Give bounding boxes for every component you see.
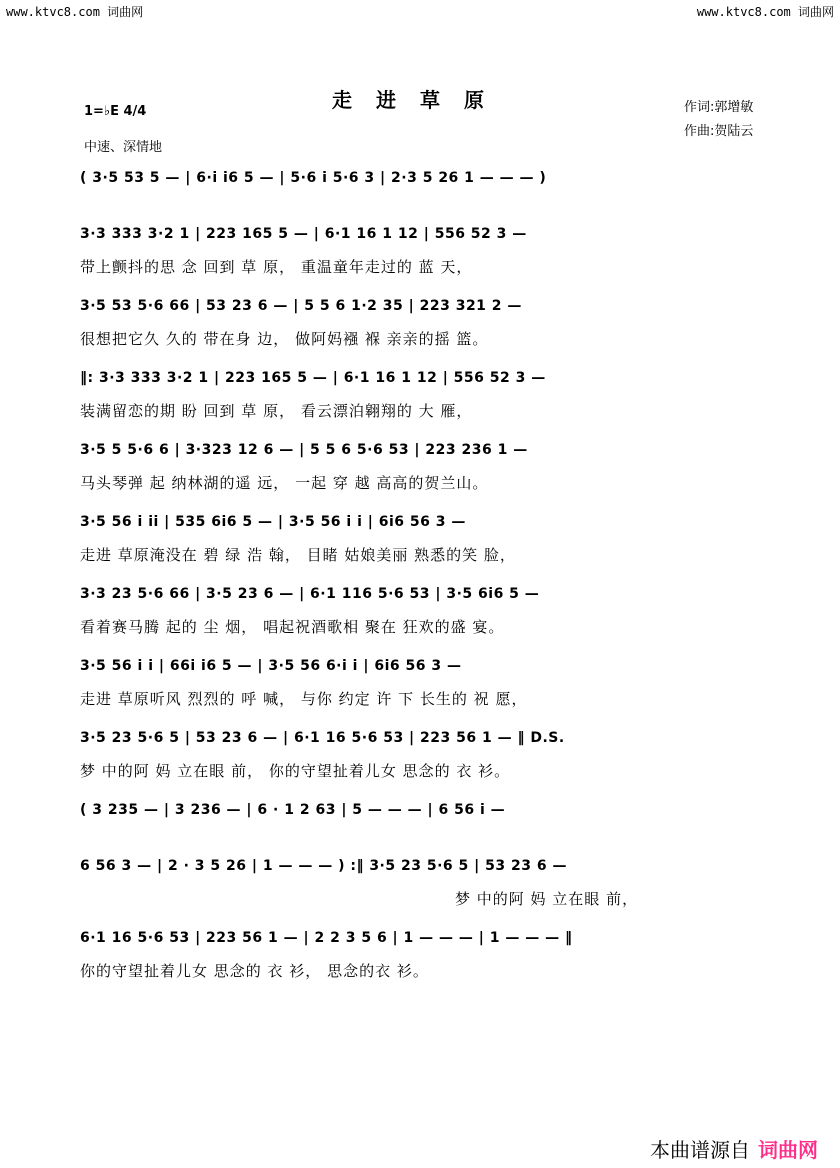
composer-credit: 作曲:贺陆云 xyxy=(684,124,754,139)
lyric-line-1: 带上颤抖的思 念 回到 草 原， 重温童年走过的 蓝 天， xyxy=(80,258,473,276)
notation-line-12: 6·1 16 5·6 53 | 223 56 1 — | 2 2 3 5 6 | 1 — — — | 1 — — — ‖ xyxy=(80,930,573,946)
key-signature: 1=♭E 4/4 xyxy=(84,104,147,119)
lyric-line-4: 马头琴弹 起 纳林湖的遥 远， 一起 穿 越 高高的贺兰山。 xyxy=(80,474,489,492)
notation-line-4: ‖: 3·3 333 3·2 1 | 223 165 5 — | 6·1 16 1 12 | 556 52 3 — xyxy=(80,370,546,386)
watermark-right: www.ktvc8.com 词曲网 xyxy=(696,5,834,19)
lyric-line-8: 梦 中的阿 妈 立在眼 前， 你的守望扯着儿女 思念的 衣 衫。 xyxy=(80,762,511,780)
lyric-line-7: 走进 草原听风 烈烈的 呼 喊， 与你 约定 许 下 长生的 祝 愿， xyxy=(80,690,528,708)
lyric-line-9: 梦 中的阿 妈 立在眼 前， xyxy=(455,890,639,908)
notation-line-1: ( 3·5 53 5 — | 6·i i6 5 — | 5·6 i 5·6 3 | 2·3 5 26 1 — — — ) xyxy=(80,170,547,186)
brand-site: 词曲网 xyxy=(758,1138,818,1162)
notation-line-11: 6 56 3 — | 2 · 3 5 26 | 1 — — — ) :‖ 3·5 23 5·6 5 | 53 23 6 — xyxy=(80,858,567,874)
lyric-line-2: 很想把它久 久的 带在身 边， 做阿妈襁 褓 亲亲的摇 篮。 xyxy=(80,330,489,348)
notation-line-2: 3·3 333 3·2 1 | 223 165 5 — | 6·1 16 1 12 | 556 52 3 — xyxy=(80,226,527,242)
notation-line-10: ( 3 235 — | 3 236 — | 6 · 1 2 63 | 5 — — — | 6 56 i — xyxy=(80,802,506,818)
notation-line-7: 3·3 23 5·6 66 | 3·5 23 6 — | 6·1 116 5·6 53 | 3·5 6i6 5 — xyxy=(80,586,540,602)
lyric-line-10: 你的守望扯着儿女 思念的 衣 衫， 思念的衣 衫。 xyxy=(80,962,429,980)
watermark-left: www.ktvc8.com 词曲网 xyxy=(6,5,144,19)
notation-line-6: 3·5 56 i ii | 535 6i6 5 — | 3·5 56 i i | 6i6 56 3 — xyxy=(80,514,466,530)
lyric-line-3: 装满留恋的期 盼 回到 草 原， 看云漂泊翱翔的 大 雁， xyxy=(80,402,473,420)
brand-label: 本曲谱源自 xyxy=(650,1138,750,1162)
notation-line-5: 3·5 5 5·6 6 | 3·323 12 6 — | 5 5 6 5·6 53 | 223 236 1 — xyxy=(80,442,528,458)
lyricist-credit: 作词:郭增敏 xyxy=(684,100,754,115)
lyric-line-6: 看着赛马腾 起的 尘 烟， 唱起祝酒歌相 聚在 狂欢的盛 宴。 xyxy=(80,618,505,636)
lyric-line-5: 走进 草原淹没在 碧 绿 浩 翰， 目睹 姑娘美丽 熟悉的笑 脸， xyxy=(80,546,516,564)
notation-line-8: 3·5 56 i i | 66i i6 5 — | 3·5 56 6·i i | 6i6 56 3 — xyxy=(80,658,462,674)
source-brand xyxy=(650,1134,818,1163)
song-title: 走进草原 xyxy=(332,88,508,112)
tempo-marking: 中速、深情地 xyxy=(84,140,163,155)
notation-line-9: 3·5 23 5·6 5 | 53 23 6 — | 6·1 16 5·6 53 | 223 56 1 — ‖ D.S. xyxy=(80,730,565,746)
notation-line-3: 3·5 53 5·6 66 | 53 23 6 — | 5 5 6 1·2 35 | 223 321 2 — xyxy=(80,298,522,314)
